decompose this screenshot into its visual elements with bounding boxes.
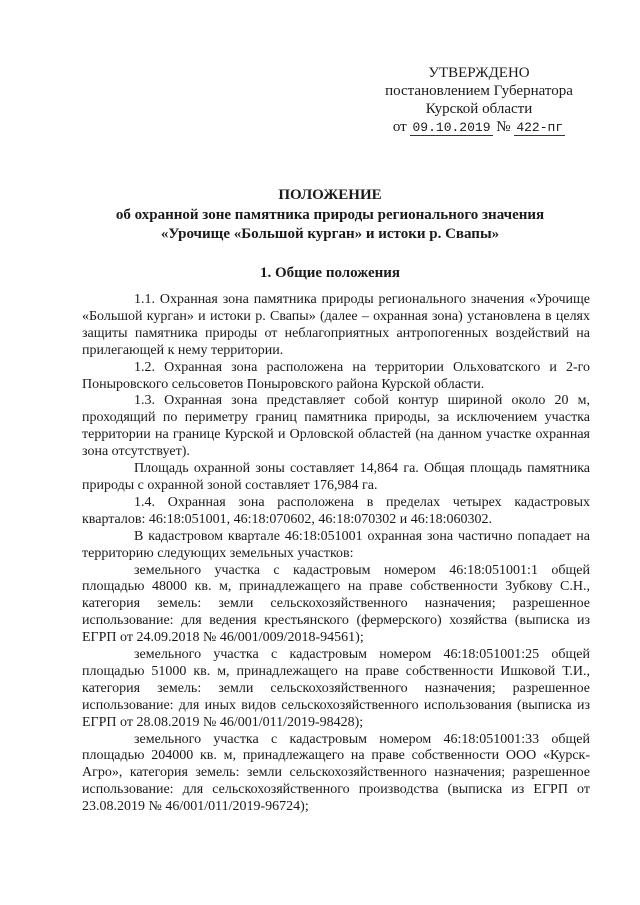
paragraph-plot-33: земельного участка с кадастровым номером 46:18:051001:33 общей площадью 204000 кв. м, принадлежащего на праве собственности ООО «Курск-Агро», категория земель: земли сельскохозяйственного назначения; разрешенное использование: для сельскохозяйственного производства (выписка из ЕГРП от 23.08.2019 № 46/001/011/2019-96724); bbox=[82, 731, 590, 815]
paragraph-plot-1: земельного участка с кадастровым номером 46:18:051001:1 общей площадью 48000 кв. м, принадлежащего на праве собственности Зубкову С.Н., категория земель: земли сельскохозяйственного назначения; разрешенное использование: для ведения крестьянского (фермерского) хозяйства (выписка из ЕГРП от 24.09.2018 № 46/001/009/2018-94561); bbox=[82, 562, 590, 646]
paragraph-1-3: 1.3. Охранная зона представляет собой контур шириной около 20 м, проходящий по периметру границ памятника природы, за исключением участка территории на границе Курской и Орловской областей (на данном участке охранная зона отсутствует). bbox=[82, 393, 590, 460]
paragraph-1-2: 1.2. Охранная зона расположена на территории Ольховатского и 2-го Поныровского сельсоветов Поныровского района Курской области. bbox=[82, 359, 590, 392]
approval-stamp bbox=[374, 64, 584, 137]
section-heading: 1. Общие положения bbox=[259, 265, 401, 281]
paragraph-plot-25: земельного участка с кадастровым номером 46:18:051001:25 общей площадью 51000 кв. м, принадлежащего на праве собственности Ишковой Т.И., категория земель: земли сельскохозяйственного назначения; разрешенное использование: для иных видов сельскохозяйственного использования (выписка из ЕГРП от 28.08.2019 № 46/001/011/2019-98428); bbox=[82, 647, 590, 730]
paragraph-1-4: 1.4. Охранная зона расположена в пределах четырех кадастровых кварталов: 46:18:051001, 46:18:070602, 46:18:070302 и 46:18:060302. bbox=[82, 494, 590, 527]
document-subtitle-2: «Урочище «Большой курган» и истоки р. Свапы» bbox=[160, 226, 500, 242]
date-prefix: от bbox=[392, 119, 407, 135]
decree-reference bbox=[374, 118, 584, 137]
approval-line-2: Курской области bbox=[425, 101, 533, 117]
number-prefix: № bbox=[496, 119, 511, 135]
decree-number: 422-пг bbox=[516, 120, 564, 135]
decree-date: 09.10.2019 bbox=[412, 120, 491, 135]
document-title: ПОЛОЖЕНИЕ bbox=[278, 187, 382, 203]
document-body bbox=[82, 292, 590, 816]
approval-line-1: постановлением Губернатора bbox=[385, 83, 573, 99]
paragraph-area: Площадь охранной зоны составляет 14,864 га. Общая площадь памятника природы с охранной зоной составляет 176,984 га. bbox=[82, 461, 590, 493]
paragraph-quarter: В кадастровом квартале 46:18:051001 охранная зона частично попадает на территорию следующих земельных участков: bbox=[82, 528, 590, 561]
approval-title: УТВЕРЖДЕНО bbox=[428, 65, 530, 81]
paragraph-1-1: 1.1. Охранная зона памятника природы регионального значения «Урочище «Большой курган» и истоки р. Свапы» (далее – охранная зона) установлена в целях защиты памятника природы от неблагоприятных антропогенных воздействий на прилегающей к нему территории. bbox=[82, 292, 590, 358]
document-subtitle-1: об охранной зоне памятника природы регионального значения bbox=[115, 207, 545, 223]
